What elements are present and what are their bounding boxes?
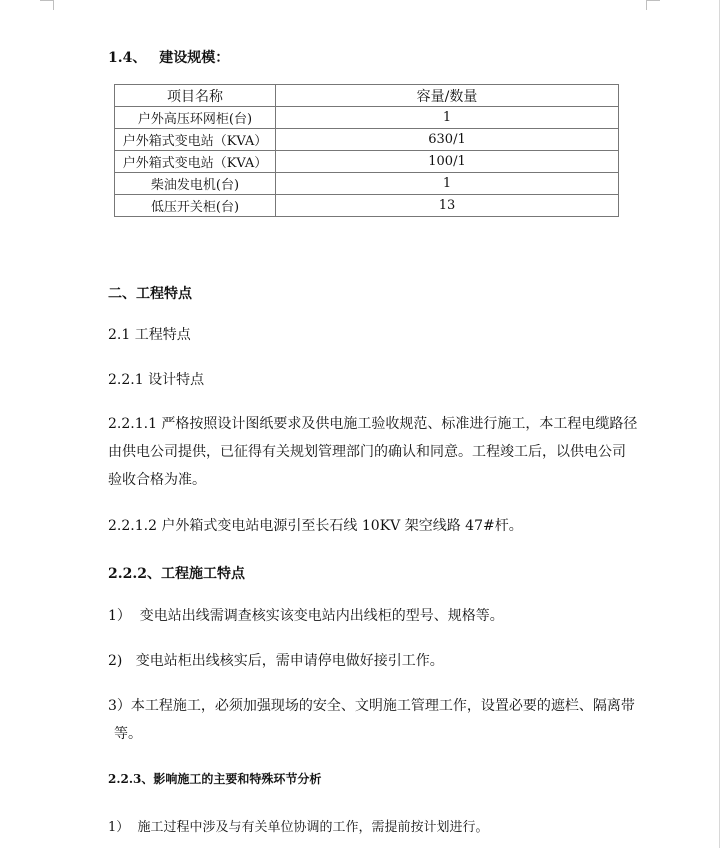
table-cell: 户外箱式变电站（KVA）	[115, 151, 276, 173]
page-corner-mark	[646, 0, 647, 10]
table-row	[115, 151, 619, 173]
header-cell: 容量/数量	[276, 85, 619, 107]
table-cell: 户外高压环网柜(台)	[115, 107, 276, 129]
table-row	[115, 129, 619, 151]
paragraph-line: 由供电公司提供，已征得有关规划管理部门的确认和同意。工程竣工后，以供电公司	[108, 444, 626, 460]
page-corner-mark	[646, 0, 660, 1]
list-item: 1） 变电站出线需调查核实该变电站内出线柜的型号、规格等。	[108, 608, 504, 624]
subsection-2-2-2-heading: 2.2.2、工程施工特点	[108, 566, 245, 582]
paragraph-2-2-1-1	[108, 410, 668, 494]
list-item: 1） 施工过程中涉及与有关单位协调的工作，需提前按计划进行。	[108, 820, 489, 835]
subsection-2-2-3-heading: 2.2.3、影响施工的主要和特殊环节分析	[108, 772, 322, 786]
table-header-row	[115, 85, 619, 107]
subsection-2-1: 2.1 工程特点	[108, 327, 191, 343]
table-cell: 柴油发电机(台)	[115, 173, 276, 195]
table-row	[115, 195, 619, 217]
construction-scale-table	[114, 84, 619, 217]
table-row	[115, 173, 619, 195]
paragraph-line: 3）本工程施工，必须加强现场的安全、文明施工管理工作，设置必要的遮栏、隔离带	[108, 698, 635, 714]
paragraph-line: 2.2.1.1 严格按照设计图纸要求及供电施工验收规范、标准进行施工，本工程电缆路径	[108, 416, 638, 432]
header-cell: 项目名称	[115, 85, 276, 107]
section-title: 建设规模：	[159, 50, 230, 66]
list-item: 2) 变电站柜出线核实后，需申请停电做好接引工作。	[108, 653, 444, 669]
table-cell: 13	[276, 195, 619, 217]
section-number: 1.4、	[108, 50, 147, 66]
paragraph-line: 等。	[114, 726, 142, 742]
table-cell: 1	[276, 107, 619, 129]
list-item	[108, 692, 668, 748]
table-cell: 630/1	[276, 129, 619, 151]
table-cell: 低压开关柜(台)	[115, 195, 276, 217]
section-1-4-heading	[108, 47, 229, 67]
table-cell: 1	[276, 173, 619, 195]
subsection-2-2-1: 2.2.1 设计特点	[108, 372, 205, 388]
table-cell: 100/1	[276, 151, 619, 173]
table-cell: 户外箱式变电站（KVA）	[115, 129, 276, 151]
section-2-heading: 二、工程特点	[108, 286, 192, 302]
paragraph-2-2-1-2: 2.2.1.2 户外箱式变电站电源引至长石线 10KV 架空线路 47#杆。	[108, 518, 523, 534]
page-corner-mark	[53, 0, 54, 10]
table-row	[115, 107, 619, 129]
paragraph-line: 验收合格为准。	[108, 472, 206, 488]
page-corner-mark	[40, 0, 54, 1]
